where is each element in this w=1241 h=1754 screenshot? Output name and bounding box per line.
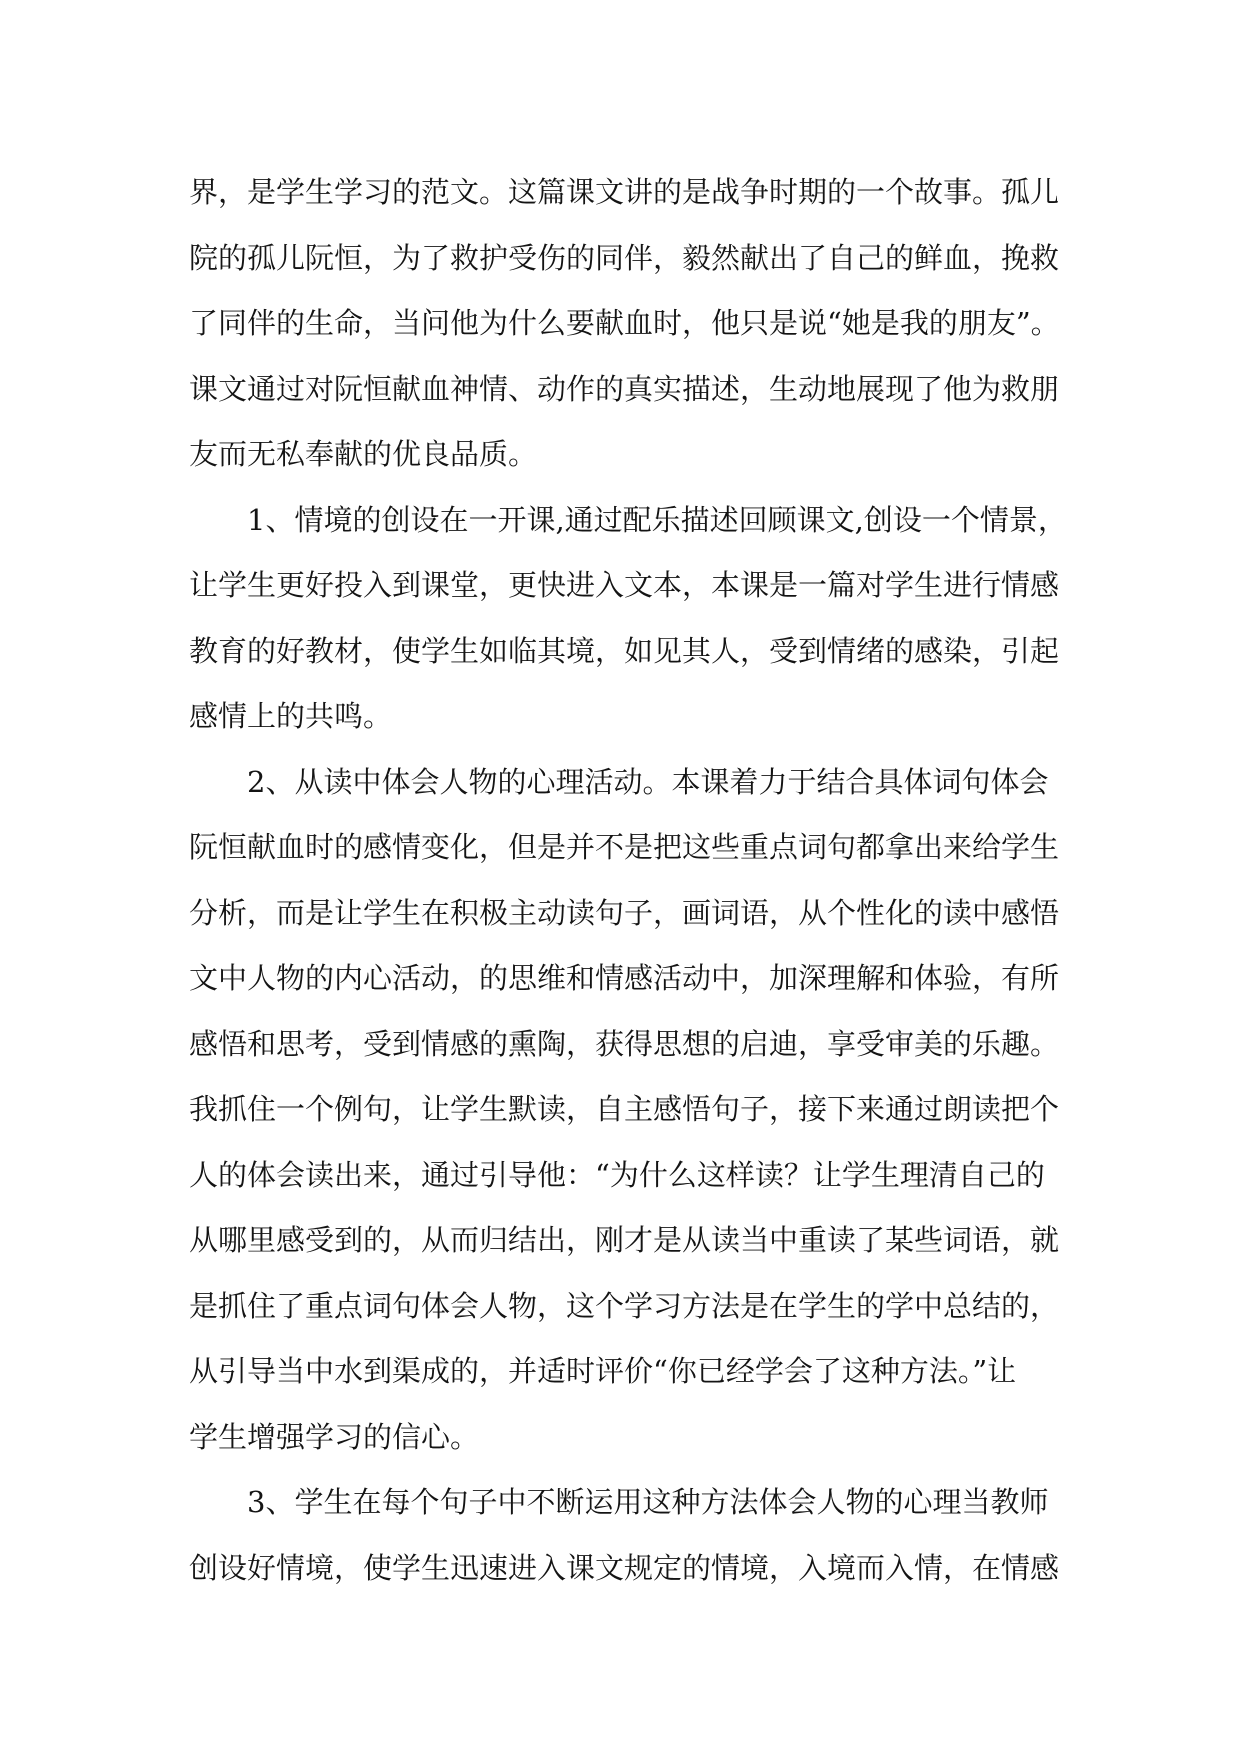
text-line: 友而无私奉献的优良品质。 [189,437,538,471]
text-line: 从引导当中水到渠成的，并适时评价“你已经学会了这种方法。”让 [189,1354,1017,1388]
text-line: 教育的好教材，使学生如临其境，如见其人，受到情绪的感染，引起 [189,633,1060,668]
text-line: 感情上的共鸣。 [189,699,393,733]
text-line: 界，是学生学习的范文。这篇课文讲的是战争时期的一个故事。孤儿 [189,175,1060,209]
text-line: 分析，而是让学生在积极主动读句子，画词语，从个性化的读中感悟 [189,895,1060,930]
text-line: 文中人物的内心活动，的思维和情感活动中，加深理解和体验，有所 [189,961,1060,995]
text-line: 是抓住了重点词句体会人物，这个学习方法是在学生的学中总结的， [189,1288,1060,1323]
text-line: 3、学生在每个句子中不断运用这种方法体会人物的心理当教师 [247,1485,1049,1519]
text-line: 让学生更好投入到课堂，更快进入文本，本课是一篇对学生进行情感 [189,568,1060,602]
text-line: 2、从读中体会人物的心理活动。本课着力于结合具体词句体会 [247,764,1049,799]
text-line: 院的孤儿阮恒，为了救护受伤的同伴，毅然献出了自己的鲜血，挽救 [189,240,1060,275]
text-line: 创设好情境，使学生迅速进入课文规定的情境，入境而入情，在情感 [189,1550,1060,1585]
text-line: 阮恒献血时的感情变化，但是并不是把这些重点词句都拿出来给学生 [189,830,1060,864]
text-line: 人的体会读出来，通过引导他：“为什么这样读？让学生理清自己的 [189,1157,1045,1192]
text-line: 感悟和思考，受到情感的熏陶，获得思想的启迪，享受审美的乐趣。 [189,1026,1060,1061]
text-line: 了同伴的生命，当问他为什么要献血时，他只是说“她是我的朋友”。 [189,306,1060,340]
text-line: 学生增强学习的信心。 [189,1419,480,1454]
document-body [189,160,1069,1601]
text-line: 从哪里感受到的，从而归结出，刚才是从读当中重读了某些词语，就 [189,1223,1060,1257]
text-line: 1、情境的创设在一开课,通过配乐描述回顾课文,创设一个情景， [247,502,1067,537]
text-line: 我抓住一个例句，让学生默读，自主感悟句子，接下来通过朗读把个 [189,1092,1060,1126]
text-line: 课文通过对阮恒献血神情、动作的真实描述，生动地展现了他为救朋 [189,371,1060,406]
